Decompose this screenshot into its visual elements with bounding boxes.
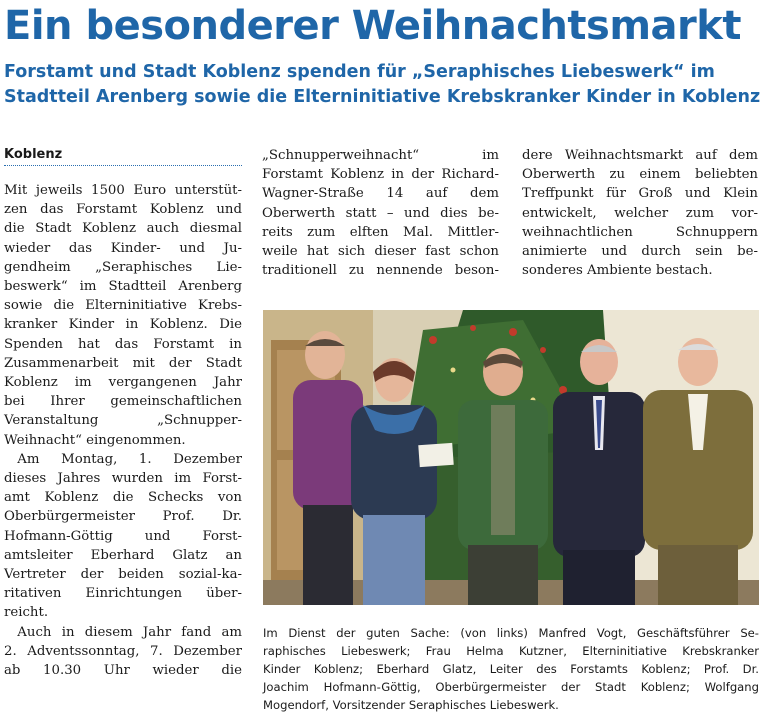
column-line: Weihnacht“ eingenommen. [4, 432, 186, 448]
article-column-1 [4, 181, 242, 680]
article-column-2 [262, 146, 499, 280]
group-photo-image [263, 310, 759, 605]
column-line: Vertreter der beiden sozial-ka- [4, 567, 242, 583]
caption-line: Mogendorf, Vorsitzender Seraphisches Liebeswerk. [263, 698, 559, 712]
column-line: weihnachtlichen Schnuppern [522, 224, 758, 240]
column-line: Oberbürgermeister Prof. Dr. [4, 509, 242, 525]
column-line: Mit jeweils 1500 Euro unterstüt- [4, 183, 242, 198]
photo-caption [263, 624, 759, 714]
column-line: weile hat sich dieser fast schon [262, 244, 499, 260]
column-line: Zusammenarbeit mit der Stadt [4, 355, 242, 371]
column-line: beswerk“ im Stadtteil Arenberg [4, 279, 242, 295]
subheadline-line: Forstamt und Stadt Koblenz spenden für „Seraphisches Liebeswerk“ im [4, 62, 715, 82]
caption-line: raphisches Liebeswerk; Frau Helma Kutzner, Elterninitiative Krebskranker [263, 644, 759, 658]
column-line: Oberwerth zu einem beliebten [522, 167, 758, 183]
column-line: Veranstaltung „Schnupper- [4, 413, 242, 429]
column-line: Hofmann-Göttig und Forst- [4, 528, 242, 544]
column-line: Oberwerth statt – und dies be- [262, 205, 499, 221]
group-photo [263, 310, 759, 605]
column-line: gendheim „Seraphisches Lie- [4, 259, 242, 275]
column-line: kranker Kinder in Koblenz. Die [4, 317, 242, 333]
column-line: bei Ihrer gemeinschaftlichen [4, 394, 242, 410]
headline: Ein besonderer Weihnachtsmarkt [4, 3, 741, 49]
column-line: Wagner-Straße 14 auf dem [262, 186, 499, 202]
column-line: amtsleiter Eberhard Glatz an [4, 547, 242, 563]
column-line: Auch in diesem Jahr fand am [4, 624, 242, 640]
caption-line: Joachim Hofmann-Göttig, Oberbürgermeister der Stadt Koblenz; Wolfgang [263, 680, 759, 694]
article-column-3 [522, 146, 758, 280]
column-line: sonderes Ambiente bestach. [522, 263, 713, 279]
column-line: Treffpunkt für Groß und Klein [522, 186, 758, 202]
column-line: traditionell zu nennende beson- [262, 263, 499, 279]
column-line: ritativen Einrichtungen über- [4, 586, 242, 602]
column-line: wieder das Kinder- und Ju- [4, 240, 242, 256]
column-line: dieses Jahres wurden im Forst- [4, 471, 242, 487]
column-line: Spenden hat das Forstamt in [4, 336, 242, 352]
subheadline [4, 60, 760, 110]
column-line: amt Koblenz die Schecks von [4, 490, 242, 506]
column-line: dere Weihnachtsmarkt auf dem [522, 148, 758, 163]
column-line: Forstamt Koblenz in der Richard- [262, 167, 499, 183]
caption-line: Im Dienst der guten Sache: (von links) Manfred Vogt, Geschäftsführer Se- [263, 626, 759, 640]
column-line: „Schnupperweihnacht“ im [262, 148, 499, 163]
dateline: Koblenz [4, 146, 242, 166]
column-line: Am Montag, 1. Dezember [4, 451, 242, 467]
column-line: sowie die Elterninitiative Krebs- [4, 298, 242, 314]
column-line: animierte und durch sein be- [522, 244, 758, 260]
column-line: reicht. [4, 605, 49, 621]
column-line: zen das Forstamt Koblenz und [4, 202, 242, 218]
column-line: 2. Adventssonntag, 7. Dezember [4, 643, 242, 659]
column-line: die Stadt Koblenz auch diesmal [4, 221, 242, 237]
column-line: ab 10.30 Uhr wieder die [4, 663, 242, 679]
column-line: reits zum elften Mal. Mittler- [262, 224, 499, 240]
column-line: Koblenz im vergangenen Jahr [4, 375, 242, 391]
subheadline-line: Stadtteil Arenberg sowie die Elterninitiative Krebskranker Kinder in Koblenz [4, 87, 760, 107]
caption-line: Kinder Koblenz; Eberhard Glatz, Leiter des Forstamts Koblenz; Prof. Dr. [263, 662, 759, 676]
column-line: entwickelt, welcher zum vor- [522, 205, 758, 221]
